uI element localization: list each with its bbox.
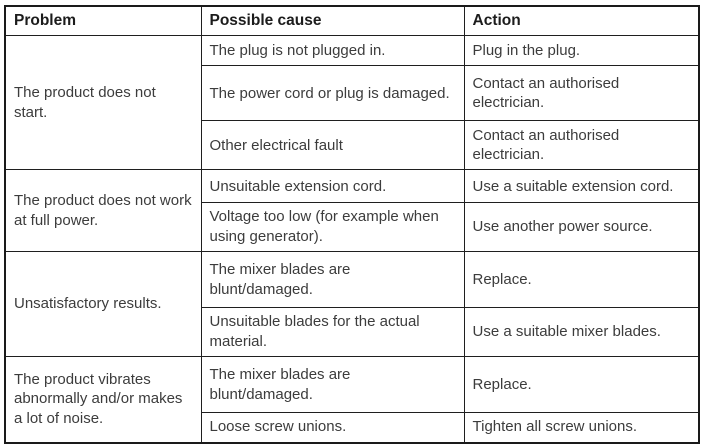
action-cell: Contact an authorised electrician. (464, 121, 699, 170)
problem-cell: The product vibrates abnormally and/or makes a lot of noise. (5, 357, 201, 443)
problem-cell: The product does not start. (5, 36, 201, 170)
table-row (5, 170, 699, 203)
cause-cell: Unsuitable blades for the actual material. (201, 308, 464, 357)
table-row (5, 357, 699, 413)
action-cell: Replace. (464, 357, 699, 413)
cause-cell: Unsuitable extension cord. (201, 170, 464, 203)
action-cell: Contact an authorised electrician. (464, 66, 699, 121)
problem-cell: The product does not work at full power. (5, 170, 201, 252)
troubleshooting-table (4, 5, 700, 444)
problem-cell: Unsatisfactory results. (5, 252, 201, 357)
action-cell: Use another power source. (464, 203, 699, 252)
action-cell: Use a suitable mixer blades. (464, 308, 699, 357)
cause-cell: The plug is not plugged in. (201, 36, 464, 66)
cause-cell: Loose screw unions. (201, 413, 464, 443)
table-row (5, 36, 699, 66)
cause-cell: Other electrical fault (201, 121, 464, 170)
cause-cell: The mixer blades are blunt/damaged. (201, 357, 464, 413)
cause-cell: The mixer blades are blunt/damaged. (201, 252, 464, 308)
table-header-row (5, 6, 699, 36)
column-header-possible-cause: Possible cause (201, 6, 464, 36)
table-row (5, 252, 699, 308)
column-header-action: Action (464, 6, 699, 36)
cause-cell: Voltage too low (for example when using generator). (201, 203, 464, 252)
action-cell: Tighten all screw unions. (464, 413, 699, 443)
column-header-problem: Problem (5, 6, 201, 36)
action-cell: Plug in the plug. (464, 36, 699, 66)
action-cell: Replace. (464, 252, 699, 308)
action-cell: Use a suitable extension cord. (464, 170, 699, 203)
cause-cell: The power cord or plug is damaged. (201, 66, 464, 121)
